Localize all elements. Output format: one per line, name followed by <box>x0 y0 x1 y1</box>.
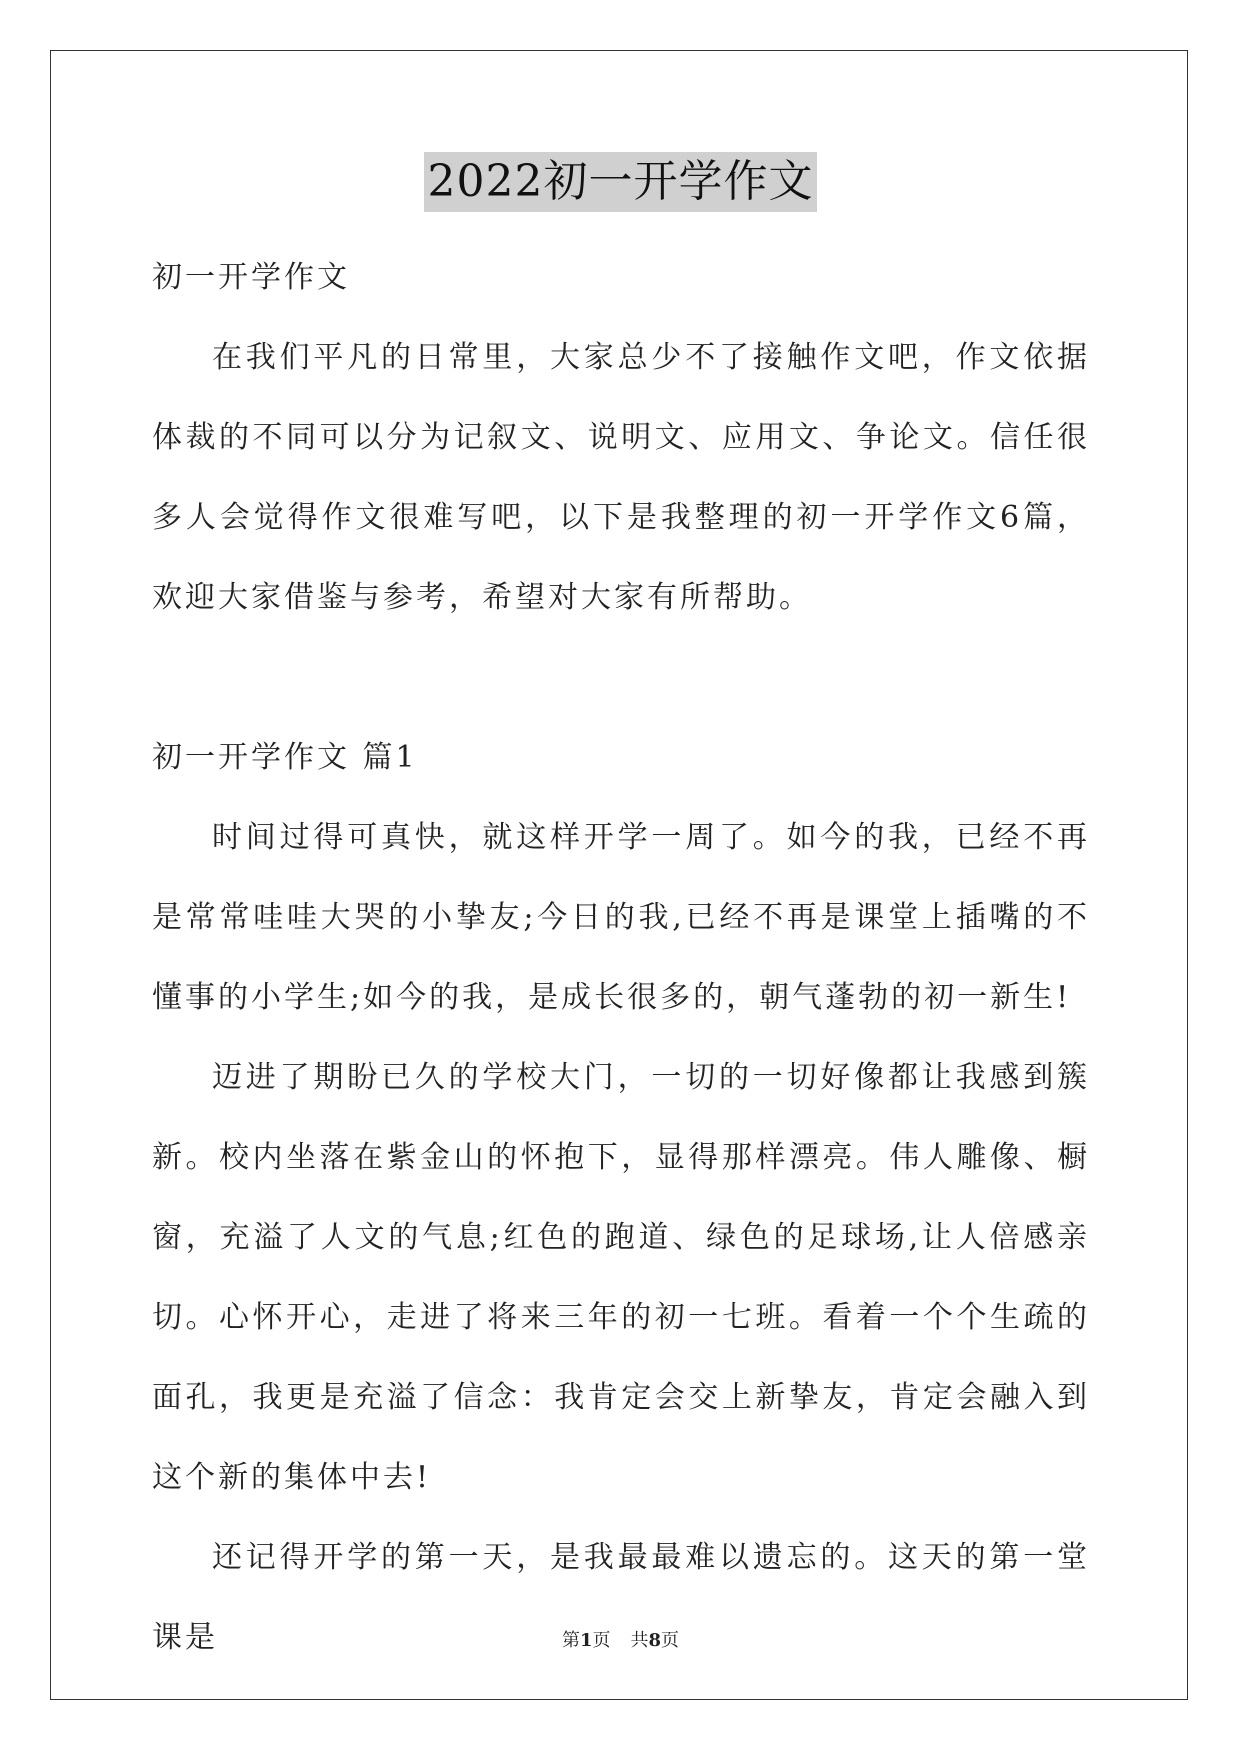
total-suffix: 页 <box>661 1630 680 1651</box>
page-footer <box>0 1626 1241 1652</box>
section-spacer <box>152 638 1090 718</box>
intro-paragraph: 在我们平凡的日常里，大家总少不了接触作文吧，作文依据体裁的不同可以分为记叙文、说明文、应用文、争论文。信任很多人会觉得作文很难写吧，以下是我整理的初一开学作文6篇，欢迎大家借鉴与参考，希望对大家有所帮助。 <box>152 340 1090 615</box>
title-container <box>0 152 1241 212</box>
body-paragraph-2: 迈进了期盼已久的学校大门，一切的一切好像都让我感到簇新。校内坐落在紫金山的怀抱下，显得那样漂亮。伟人雕像、橱窗，充溢了人文的气息;红色的跑道、绿色的足球场,让人倍感亲切。心怀开心，走进了将来三年的初一七班。看着一个个生疏的面孔，我更是充溢了信念：我肯定会交上新挚友，肯定会融入到这个新的集体中去! <box>152 1060 1090 1495</box>
body-paragraph-1: 时间过得可真快，就这样开学一周了。如今的我，已经不再是常常哇哇大哭的小挚友;今日的我,已经不再是课堂上插嘴的不懂事的小学生;如今的我，是成长很多的，朝气蓬勃的初一新生! <box>152 820 1090 1015</box>
section-heading: 初一开学作文 篇1 <box>152 740 418 775</box>
page-mid: 页 <box>592 1630 611 1651</box>
page-prefix: 第 <box>561 1630 580 1651</box>
subtitle: 初一开学作文 <box>152 260 350 295</box>
total-prefix: 共 <box>630 1630 649 1651</box>
document-title: 2022初一开学作文 <box>424 152 818 212</box>
body-paragraph-3: 还记得开学的第一天，是我最最难以遗忘的。这天的第一堂课是 <box>152 1540 1090 1655</box>
document-body <box>152 238 1090 1678</box>
page-number: 1 <box>579 1630 593 1651</box>
page-total: 8 <box>648 1630 662 1651</box>
